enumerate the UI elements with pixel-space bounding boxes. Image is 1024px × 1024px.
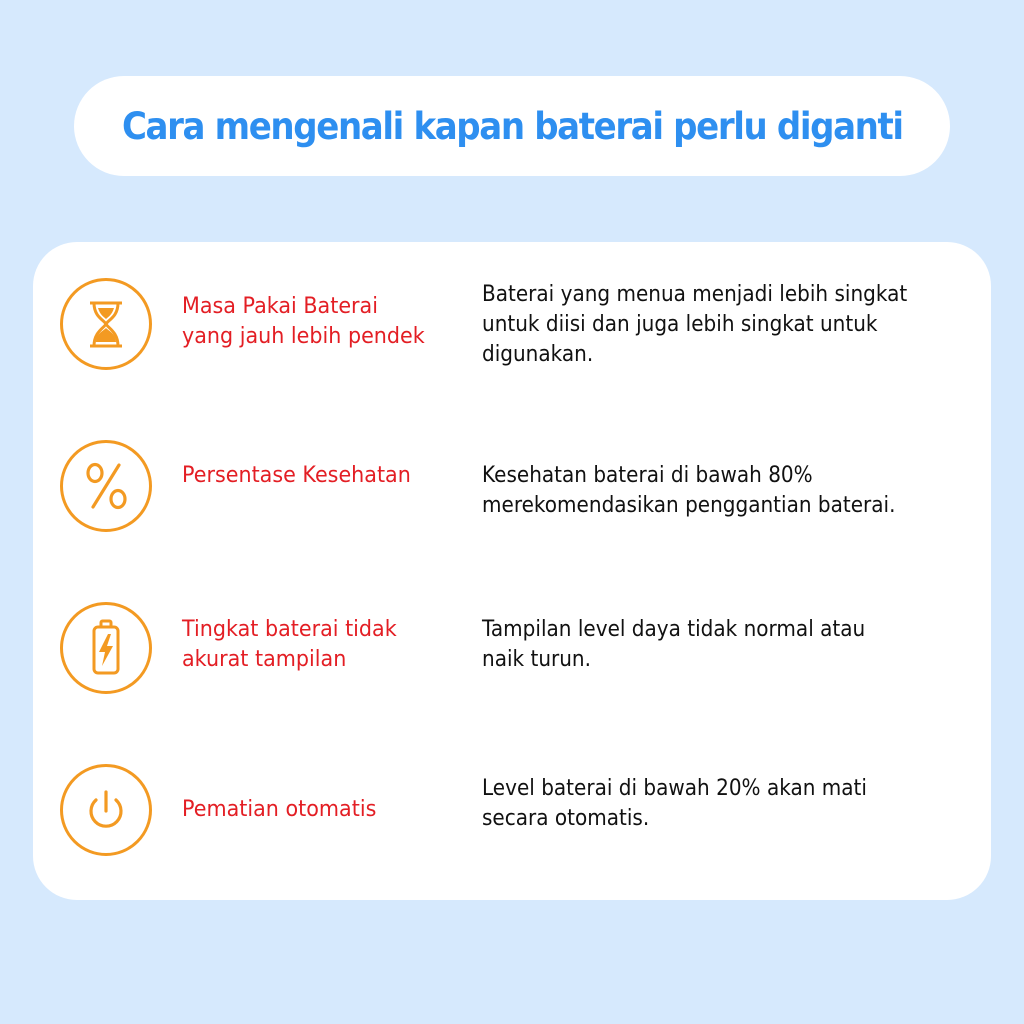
item-label: [182, 795, 464, 825]
item-label: [182, 461, 464, 491]
list-item: [33, 602, 991, 722]
percent-icon: [60, 440, 152, 532]
item-description: [482, 461, 946, 521]
item-description: [482, 615, 946, 675]
list-item: [33, 278, 991, 398]
page-title: Cara mengenali kapan baterai perlu diganti: [121, 104, 903, 148]
item-description: [482, 774, 946, 834]
item-label: [182, 615, 464, 675]
desc-line: merekomendasikan penggantian baterai.: [482, 493, 896, 518]
title-banner: [74, 76, 950, 176]
item-label: [182, 292, 464, 352]
list-item: [33, 764, 991, 884]
hourglass-icon: [60, 278, 152, 370]
label-line: yang jauh lebih pendek: [182, 324, 425, 349]
desc-line: digunakan.: [482, 342, 594, 367]
label-line: Persentase Kesehatan: [182, 463, 411, 488]
desc-line: naik turun.: [482, 647, 591, 672]
power-icon: [60, 764, 152, 856]
desc-line: Level baterai di bawah 20% akan mati: [482, 776, 867, 801]
battery-charging-icon: [60, 602, 152, 694]
label-line: akurat tampilan: [182, 647, 347, 672]
desc-line: Kesehatan baterai di bawah 80%: [482, 463, 813, 488]
label-line: Tingkat baterai tidak: [182, 617, 397, 642]
info-card: [33, 242, 991, 900]
item-description: [482, 280, 946, 370]
desc-line: secara otomatis.: [482, 806, 650, 831]
desc-line: untuk diisi dan juga lebih singkat untuk: [482, 312, 878, 337]
label-line: Pematian otomatis: [182, 797, 377, 822]
desc-line: Tampilan level daya tidak normal atau: [482, 617, 866, 642]
desc-line: Baterai yang menua menjadi lebih singkat: [482, 282, 908, 307]
list-item: [33, 440, 991, 560]
label-line: Masa Pakai Baterai: [182, 294, 378, 319]
